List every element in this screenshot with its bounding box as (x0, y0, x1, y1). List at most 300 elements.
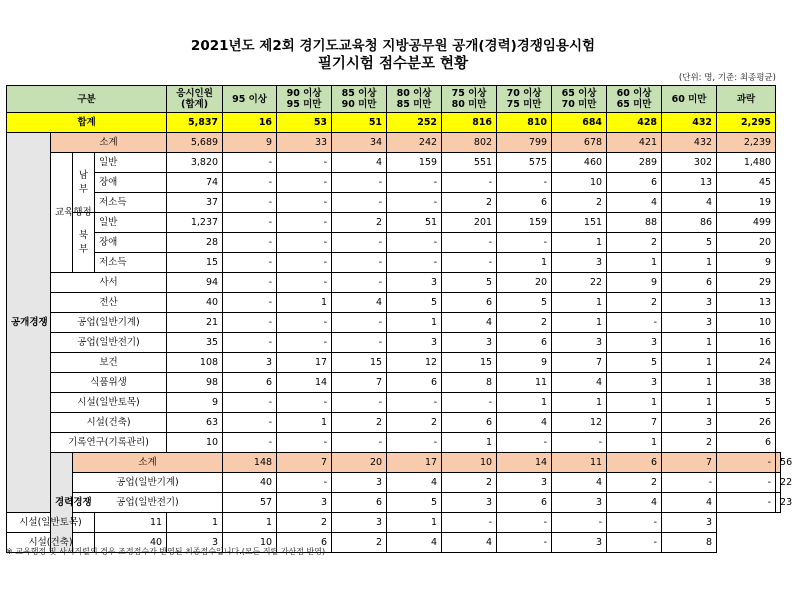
score-bin-cell: 1 (552, 313, 607, 333)
row-label: 일반 (95, 213, 167, 233)
score-bin-cell: - (223, 413, 277, 433)
score-bin-cell: - (277, 433, 332, 453)
score-bin-cell: 6 (387, 373, 442, 393)
group-label-career: 경력경쟁 (51, 453, 73, 553)
score-bin-cell: - (223, 193, 277, 213)
score-bin-cell: 159 (387, 153, 442, 173)
table-row (7, 413, 781, 433)
score-bin-cell: 20 (332, 453, 387, 473)
fail-cell: 13 (717, 293, 776, 313)
header-bin: 70 이상 75 미만 (497, 86, 552, 113)
score-bin-cell: 1 (662, 333, 717, 353)
fail-cell: 9 (717, 253, 776, 273)
score-bin-cell: 201 (442, 213, 497, 233)
row-label: 공업(일반전기) (51, 333, 167, 353)
score-bin-cell: 10 (442, 453, 497, 473)
score-bin-cell: 12 (552, 413, 607, 433)
score-bin-cell: 1 (552, 293, 607, 313)
score-bin-cell: - (332, 233, 387, 253)
header-row (7, 86, 781, 113)
score-bin-cell: 2 (607, 293, 662, 313)
fail-cell: 24 (717, 353, 776, 373)
score-bin-cell: 4 (442, 313, 497, 333)
applicants-cell: 9 (167, 393, 223, 413)
score-bin-cell: - (223, 253, 277, 273)
score-bin-cell: 6 (332, 493, 387, 513)
applicants-cell: 63 (167, 413, 223, 433)
fail-cell: 23 (776, 493, 781, 513)
score-bin-cell: - (387, 433, 442, 453)
fail-cell: 26 (717, 413, 776, 433)
score-bin-cell: - (497, 433, 552, 453)
row-label: 사서 (51, 273, 167, 293)
score-bin-cell: - (332, 253, 387, 273)
score-bin-cell: 3 (167, 533, 223, 553)
header-bin: 90 이상 95 미만 (277, 86, 332, 113)
score-bin-cell: 15 (332, 353, 387, 373)
score-bin-cell: 3 (552, 333, 607, 353)
score-bin-cell: 5 (497, 293, 552, 313)
score-bin-cell: - (607, 533, 662, 553)
score-bin-cell: 6 (442, 413, 497, 433)
score-bin-cell: - (552, 513, 607, 533)
applicants-cell: 3,820 (167, 153, 223, 173)
fail-cell: 45 (717, 173, 776, 193)
score-bin-cell: - (497, 533, 552, 553)
fail-cell: 5 (717, 393, 776, 413)
score-bin-cell: 432 (662, 113, 717, 133)
row-label: 일반 (95, 153, 167, 173)
score-bin-cell: 252 (387, 113, 442, 133)
score-bin-cell: 3 (332, 513, 387, 533)
score-bin-cell: 1 (662, 253, 717, 273)
score-bin-cell: 3 (662, 413, 717, 433)
row-label: 식품위생 (51, 373, 167, 393)
score-bin-cell: 6 (442, 293, 497, 313)
score-bin-cell: 1 (497, 393, 552, 413)
score-bin-cell: 428 (607, 113, 662, 133)
score-bin-cell: 9 (607, 273, 662, 293)
applicants-cell: 1,237 (167, 213, 223, 233)
score-bin-cell: 3 (387, 273, 442, 293)
row-label: 장애 (95, 233, 167, 253)
score-bin-cell: 6 (497, 193, 552, 213)
group-label-edu-admin: 교육행정 (51, 153, 73, 273)
score-bin-cell: - (387, 253, 442, 273)
score-bin-cell: 1 (223, 513, 277, 533)
table-row (7, 393, 781, 413)
score-bin-cell: - (717, 453, 776, 473)
score-bin-cell: 4 (442, 533, 497, 553)
row-label: 소계 (73, 453, 223, 473)
score-bin-cell: 816 (442, 113, 497, 133)
score-bin-cell: 4 (552, 473, 607, 493)
group-label-open: 공개경쟁 (7, 133, 51, 513)
score-bin-cell: - (607, 313, 662, 333)
score-bin-cell: 3 (442, 333, 497, 353)
score-bin-cell: 17 (277, 353, 332, 373)
score-bin-cell: 3 (552, 493, 607, 513)
score-bin-cell: 678 (552, 133, 607, 153)
score-bin-cell: 2 (607, 233, 662, 253)
score-distribution-table (6, 85, 792, 553)
score-bin-cell: 3 (607, 373, 662, 393)
subtotal-row (7, 133, 781, 153)
score-bin-cell: 1 (607, 253, 662, 273)
score-bin-cell: - (277, 313, 332, 333)
score-bin-cell: 8 (442, 373, 497, 393)
score-bin-cell: 551 (442, 153, 497, 173)
applicants-cell: 21 (167, 313, 223, 333)
score-bin-cell: 1 (552, 393, 607, 413)
score-bin-cell: 20 (497, 273, 552, 293)
applicants-cell: 10 (167, 433, 223, 453)
score-bin-cell: 3 (277, 493, 332, 513)
score-bin-cell: 3 (442, 493, 497, 513)
applicants-cell: 40 (95, 533, 167, 553)
score-bin-cell: 16 (223, 113, 277, 133)
score-bin-cell: 5 (662, 233, 717, 253)
table-row (7, 273, 781, 293)
applicants-cell: 98 (167, 373, 223, 393)
score-bin-cell: 14 (497, 453, 552, 473)
score-bin-cell: 10 (223, 533, 277, 553)
score-bin-cell: 1 (662, 373, 717, 393)
fail-cell: 29 (717, 273, 776, 293)
score-bin-cell: - (223, 393, 277, 413)
header-bin: 60 미만 (662, 86, 717, 113)
table-row (7, 193, 781, 213)
score-bin-cell: 1 (552, 233, 607, 253)
fail-cell: 20 (717, 233, 776, 253)
score-bin-cell: 4 (497, 413, 552, 433)
score-bin-cell: 460 (552, 153, 607, 173)
score-bin-cell: - (387, 393, 442, 413)
score-bin-cell: - (662, 473, 717, 493)
fail-cell: 16 (717, 333, 776, 353)
document-subtitle: 필기시험 점수분포 현황 (317, 56, 469, 72)
row-label: 시설(일반토목) (51, 393, 167, 413)
table-row (7, 293, 781, 313)
applicants-cell: 37 (167, 193, 223, 213)
score-bin-cell: 2 (607, 473, 662, 493)
applicants-cell: 74 (167, 173, 223, 193)
table-row (7, 153, 781, 173)
document-title: 2021년도 제2회 경기도교육청 지방공무원 공개(경력)경쟁임용시험 (190, 38, 596, 54)
score-bin-cell: - (332, 393, 387, 413)
score-bin-cell: - (442, 233, 497, 253)
applicants-cell: 57 (223, 493, 277, 513)
score-bin-cell: 88 (607, 213, 662, 233)
score-bin-cell: - (442, 173, 497, 193)
row-label: 장애 (95, 173, 167, 193)
score-bin-cell: 53 (277, 113, 332, 133)
score-bin-cell: 2 (497, 313, 552, 333)
score-bin-cell: 159 (497, 213, 552, 233)
score-bin-cell: - (277, 153, 332, 173)
score-bin-cell: - (332, 193, 387, 213)
score-bin-cell: 4 (662, 493, 717, 513)
score-bin-cell: 3 (332, 473, 387, 493)
score-bin-cell: 4 (662, 193, 717, 213)
score-bin-cell: 2 (662, 433, 717, 453)
score-bin-cell: - (277, 253, 332, 273)
score-bin-cell: 2 (332, 413, 387, 433)
applicants-cell: 148 (223, 453, 277, 473)
applicants-cell: 94 (167, 273, 223, 293)
score-bin-cell: 17 (387, 453, 442, 473)
score-bin-cell: 7 (607, 413, 662, 433)
score-bin-cell: 4 (552, 373, 607, 393)
score-bin-cell: 13 (662, 173, 717, 193)
score-bin-cell: 2 (442, 193, 497, 213)
score-bin-cell: 11 (552, 453, 607, 473)
table-row (7, 433, 781, 453)
row-label: 시설(일반토목) (7, 513, 95, 533)
score-bin-cell: 302 (662, 153, 717, 173)
score-bin-cell: - (223, 273, 277, 293)
applicants-cell: 5,837 (167, 113, 223, 133)
applicants-cell: 35 (167, 333, 223, 353)
score-bin-cell: 2 (332, 213, 387, 233)
table-row (7, 373, 781, 393)
score-bin-cell: - (332, 433, 387, 453)
score-bin-cell: - (497, 173, 552, 193)
score-bin-cell: 6 (497, 333, 552, 353)
table-row (7, 353, 781, 373)
score-bin-cell: 1 (167, 513, 223, 533)
header-bin: 95 이상 (223, 86, 277, 113)
table-row (7, 313, 781, 333)
header-category: 구분 (7, 86, 167, 113)
unit-note: (단위: 명, 기준: 최종평균) (678, 73, 776, 83)
header-applicants: 응시인원 (합계) (167, 86, 223, 113)
score-bin-cell: 5 (607, 353, 662, 373)
score-bin-cell: 1 (662, 353, 717, 373)
score-bin-cell: - (552, 433, 607, 453)
fail-cell: 499 (717, 213, 776, 233)
score-bin-cell: - (277, 173, 332, 193)
score-bin-cell: 289 (607, 153, 662, 173)
score-bin-cell: 6 (277, 533, 332, 553)
score-bin-cell: - (223, 153, 277, 173)
row-label: 공업(일반전기) (73, 493, 223, 513)
group-label-south: 남 부 (73, 153, 95, 213)
score-bin-cell: 3 (607, 333, 662, 353)
header-bin: 75 이상 80 미만 (442, 86, 497, 113)
score-bin-cell: 4 (607, 493, 662, 513)
applicants-cell: 40 (167, 293, 223, 313)
row-label: 보건 (51, 353, 167, 373)
row-label: 시설(건축) (7, 533, 95, 553)
score-bin-cell: - (387, 173, 442, 193)
score-bin-cell: 6 (223, 373, 277, 393)
applicants-cell: 5,689 (167, 133, 223, 153)
score-bin-cell: 7 (662, 453, 717, 473)
score-bin-cell: - (607, 513, 662, 533)
header-bin: 85 이상 90 미만 (332, 86, 387, 113)
header-bin: 65 이상 70 미만 (552, 86, 607, 113)
score-bin-cell: 3 (387, 333, 442, 353)
score-bin-cell: - (387, 233, 442, 253)
score-bin-cell: 14 (277, 373, 332, 393)
score-bin-cell: 3 (497, 473, 552, 493)
score-bin-cell: 2 (277, 513, 332, 533)
row-label: 기록연구(기록관리) (51, 433, 167, 453)
table-row (7, 253, 781, 273)
fail-cell: 38 (717, 373, 776, 393)
score-bin-cell: 86 (662, 213, 717, 233)
score-bin-cell: - (277, 333, 332, 353)
table-row (7, 213, 781, 233)
score-bin-cell: 5 (442, 273, 497, 293)
score-bin-cell: 1 (387, 313, 442, 333)
applicants-cell: 11 (95, 513, 167, 533)
score-bin-cell: - (223, 293, 277, 313)
applicants-cell: 40 (223, 473, 277, 493)
score-bin-cell: 1 (662, 393, 717, 413)
score-bin-cell: - (387, 193, 442, 213)
fail-cell: 3 (662, 513, 717, 533)
table-row (7, 493, 781, 513)
score-bin-cell: - (332, 313, 387, 333)
header-bin: 80 이상 85 미만 (387, 86, 442, 113)
score-bin-cell: 3 (662, 293, 717, 313)
score-bin-cell: 3 (552, 533, 607, 553)
score-bin-cell: - (277, 213, 332, 233)
score-bin-cell: 242 (387, 133, 442, 153)
score-bin-cell: 2 (387, 413, 442, 433)
subtotal-row (7, 453, 781, 473)
score-bin-cell: 3 (552, 253, 607, 273)
score-bin-cell: 799 (497, 133, 552, 153)
score-bin-cell: - (223, 433, 277, 453)
table-row (7, 333, 781, 353)
score-bin-cell: - (332, 273, 387, 293)
score-bin-cell: 3 (223, 353, 277, 373)
score-bin-cell: 151 (552, 213, 607, 233)
score-bin-cell: 34 (332, 133, 387, 153)
score-bin-cell: - (277, 473, 332, 493)
score-bin-cell: 1 (442, 433, 497, 453)
score-bin-cell: 4 (387, 533, 442, 553)
fail-cell: 10 (717, 313, 776, 333)
score-bin-cell: 810 (497, 113, 552, 133)
fail-cell: 2,295 (717, 113, 776, 133)
score-bin-cell: - (277, 193, 332, 213)
score-bin-cell: 432 (662, 133, 717, 153)
header-fail: 과락 (717, 86, 776, 113)
score-bin-cell: - (717, 493, 776, 513)
score-bin-cell: - (223, 233, 277, 253)
score-bin-cell: 10 (552, 173, 607, 193)
table-row (7, 233, 781, 253)
row-label: 전산 (51, 293, 167, 313)
fail-cell: 8 (662, 533, 717, 553)
table-row (7, 473, 781, 493)
score-bin-cell: 1 (607, 433, 662, 453)
row-label: 공업(일반기계) (51, 313, 167, 333)
header-bin: 60 이상 65 미만 (607, 86, 662, 113)
score-bin-cell: 4 (332, 153, 387, 173)
score-bin-cell: 3 (662, 313, 717, 333)
score-bin-cell: 4 (387, 473, 442, 493)
score-bin-cell: 7 (332, 373, 387, 393)
score-bin-cell: 1 (607, 393, 662, 413)
score-bin-cell: - (442, 513, 497, 533)
score-bin-cell: 4 (607, 193, 662, 213)
score-bin-cell: 2 (442, 473, 497, 493)
score-bin-cell: 802 (442, 133, 497, 153)
row-label: 공업(일반기계) (73, 473, 223, 493)
score-bin-cell: 421 (607, 133, 662, 153)
group-label-north: 북 부 (73, 213, 95, 273)
score-bin-cell: - (277, 233, 332, 253)
score-bin-cell: 5 (387, 293, 442, 313)
score-bin-cell: - (223, 313, 277, 333)
score-bin-cell: 51 (332, 113, 387, 133)
score-bin-cell: - (442, 253, 497, 273)
fail-cell: 2,239 (717, 133, 776, 153)
fail-cell: 19 (717, 193, 776, 213)
footnote: ※ 교육행정 및 사서직렬의 경우 조정점수가 반영된 최종점수입니다.(모든 직렬 가산점 반영) (6, 547, 326, 556)
row-label: 저소득 (95, 253, 167, 273)
score-bin-cell: 7 (552, 353, 607, 373)
score-bin-cell: 22 (552, 273, 607, 293)
score-bin-cell: - (497, 233, 552, 253)
score-bin-cell: 6 (607, 173, 662, 193)
score-bin-cell: 1 (277, 293, 332, 313)
score-bin-cell: 1 (387, 513, 442, 533)
applicants-cell: 28 (167, 233, 223, 253)
row-label: 소계 (51, 133, 167, 153)
score-bin-cell: 4 (332, 293, 387, 313)
score-bin-cell: - (717, 473, 776, 493)
fail-cell: 56 (776, 453, 781, 473)
score-bin-cell: 15 (442, 353, 497, 373)
applicants-cell: 15 (167, 253, 223, 273)
score-bin-cell: 6 (497, 493, 552, 513)
fail-cell: 6 (717, 433, 776, 453)
score-bin-cell: - (277, 393, 332, 413)
score-bin-cell: 6 (607, 453, 662, 473)
score-bin-cell: - (497, 513, 552, 533)
score-bin-cell: 2 (332, 533, 387, 553)
score-bin-cell: 7 (277, 453, 332, 473)
fail-cell: 22 (776, 473, 781, 493)
score-bin-cell: 1 (497, 253, 552, 273)
score-bin-cell: - (332, 333, 387, 353)
total-row (7, 113, 781, 133)
score-bin-cell: 5 (387, 493, 442, 513)
score-bin-cell: - (442, 393, 497, 413)
row-label: 저소득 (95, 193, 167, 213)
table-row (7, 513, 781, 533)
score-bin-cell: 2 (552, 193, 607, 213)
score-bin-cell: 9 (223, 133, 277, 153)
score-bin-cell: - (277, 273, 332, 293)
row-label: 합계 (7, 113, 167, 133)
score-bin-cell: 684 (552, 113, 607, 133)
score-bin-cell: 9 (497, 353, 552, 373)
score-bin-cell: - (223, 333, 277, 353)
score-bin-cell: 33 (277, 133, 332, 153)
row-label: 시설(건축) (51, 413, 167, 433)
score-bin-cell: 11 (497, 373, 552, 393)
score-bin-cell: - (223, 213, 277, 233)
score-bin-cell: 575 (497, 153, 552, 173)
score-bin-cell: 12 (387, 353, 442, 373)
